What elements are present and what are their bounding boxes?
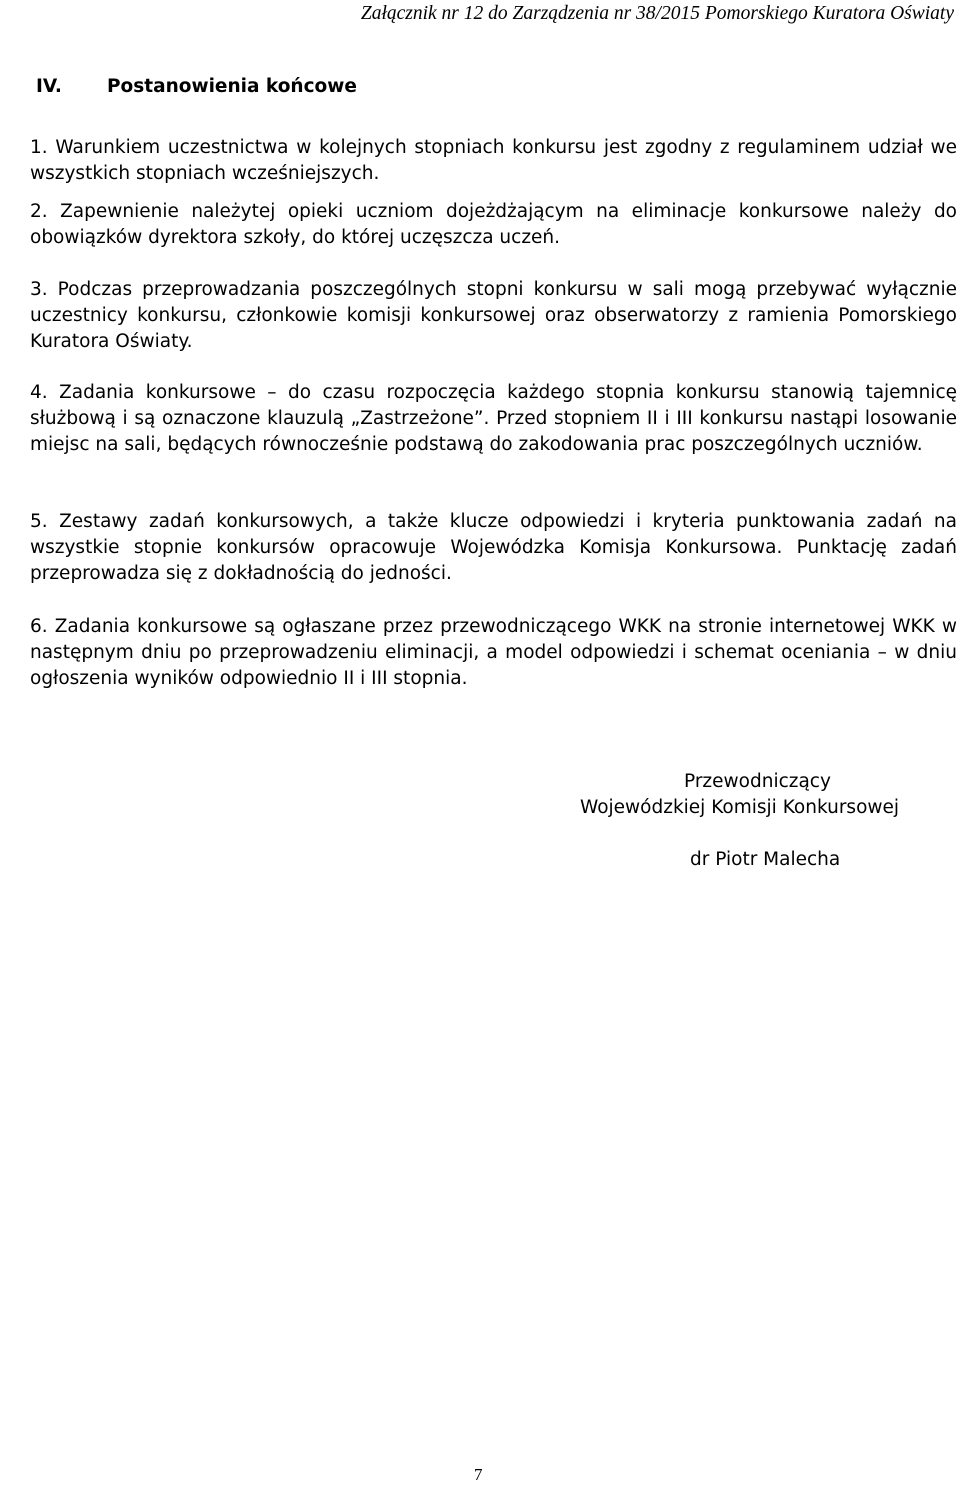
paragraph-6: 6. Zadania konkursowe są ogłaszane przez przewodniczącego WKK na stronie internetowej WKK w następnym dniu po przeprowadzeniu eliminacji, a model odpowiedzi i schemat oceniania – w dniu ogłoszenia wyników odpowiednio II i III stopnia. (30, 616, 957, 689)
signature-name: dr Piotr Malecha (690, 849, 841, 870)
section-heading (36, 74, 357, 100)
signature-role-line2: Wojewódzkiej Komisji Konkursowej (580, 797, 900, 818)
section-title: Postanowienia końcowe (107, 76, 357, 97)
paragraph-5: 5. Zestawy zadań konkursowych, a także klucze odpowiedzi i kryteria punktowania zadań na wszystkie stopnie konkursów opracowuje Wojewódzka Komisja Konkursowa. Punktację zadań przeprowadza się z dokładnością do jedności. (30, 511, 957, 584)
paragraph-3: 3. Podczas przeprowadzania poszczególnych stopni konkursu w sali mogą przebywać wyłącznie uczestnicy konkursu, członkowie komisji konkursowej oraz obserwatorzy z ramienia Pomorskiego Kuratora Oświaty. (30, 279, 957, 352)
paragraph-4: 4. Zadania konkursowe – do czasu rozpoczęcia każdego stopnia konkursu stanowią tajemnicę służbową i są oznaczone klauzulą „Zastrzeżone”. Przed stopniem II i III konkursu nastąpi losowanie miejsc na sali, będących równocześnie podstawą do zakodowania prac poszczególnych uczniów. (30, 382, 957, 455)
paragraph-1: 1. Warunkiem uczestnictwa w kolejnych stopniach konkursu jest zgodny z regulaminem udział we wszystkich stopniach wcześniejszych. (30, 137, 957, 184)
paragraph-2: 2. Zapewnienie należytej opieki uczniom dojeżdżającym na eliminacje konkursowe należy do obowiązków dyrektora szkoły, do której uczęszcza uczeń. (30, 201, 957, 248)
signature-role-line1: Przewodniczący (684, 771, 831, 792)
annex-header: Załącznik nr 12 do Zarządzenia nr 38/2015 Pomorskiego Kuratora Oświaty (360, 3, 954, 24)
page-number: 7 (474, 1465, 483, 1484)
section-number: IV. (36, 76, 62, 97)
